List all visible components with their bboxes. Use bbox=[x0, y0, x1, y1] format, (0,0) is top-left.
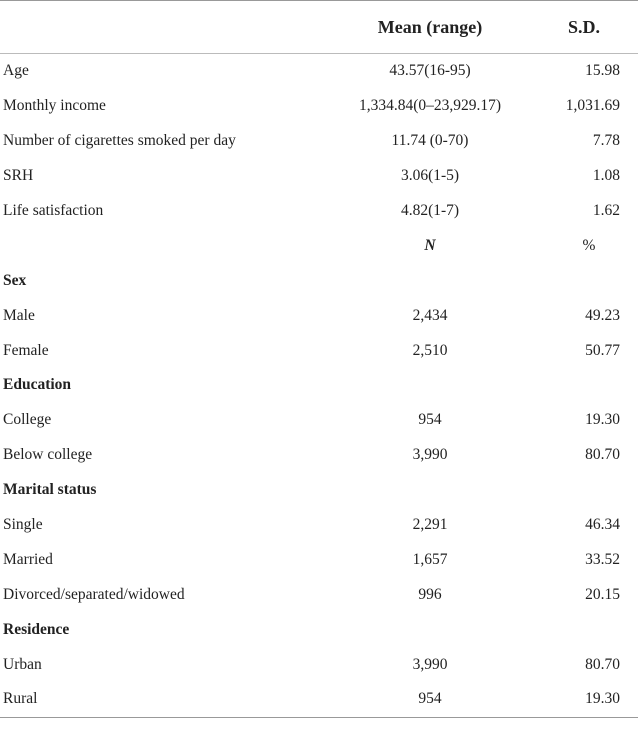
header-mean-range: Mean (range) bbox=[330, 1, 530, 54]
percent-value: 50.77 bbox=[585, 341, 620, 359]
row-label: Below college bbox=[3, 446, 93, 464]
empty-cell bbox=[330, 263, 530, 298]
empty-cell bbox=[530, 263, 638, 298]
n-value: 2,434 bbox=[412, 306, 448, 324]
mean-range-value: 43.57(16-95) bbox=[389, 62, 471, 80]
table-row bbox=[0, 54, 638, 89]
empty-cell bbox=[530, 473, 638, 508]
table-row bbox=[0, 542, 638, 577]
table-row bbox=[0, 333, 638, 368]
section-title-education: Education bbox=[3, 376, 72, 394]
section-title-residence: Residence bbox=[3, 620, 70, 638]
percent-value: 19.30 bbox=[585, 411, 620, 429]
subheader-row bbox=[0, 228, 638, 263]
header-variable bbox=[0, 1, 330, 54]
percent-value: 19.30 bbox=[530, 682, 638, 717]
empty-cell bbox=[330, 612, 530, 647]
mean-range-value: 4.82(1-7) bbox=[400, 202, 460, 219]
percent-value: 49.23 bbox=[585, 306, 620, 324]
row-label: Male bbox=[3, 306, 35, 324]
section-title-marital-status: Marital status bbox=[3, 481, 97, 499]
row-label: Single bbox=[3, 516, 43, 534]
sd-value: 1.08 bbox=[592, 167, 620, 185]
row-label: Age bbox=[3, 62, 29, 80]
subheader-empty bbox=[0, 228, 330, 263]
subheader-n: N bbox=[424, 236, 436, 254]
row-label: Married bbox=[3, 550, 53, 568]
row-label: Divorced/separated/widowed bbox=[3, 585, 185, 603]
n-value: 3,990 bbox=[412, 655, 448, 673]
row-label: Monthly income bbox=[3, 97, 106, 115]
n-value: 954 bbox=[330, 682, 530, 717]
header-sd: S.D. bbox=[530, 1, 638, 54]
sd-value: 15.98 bbox=[585, 62, 620, 80]
row-label: Rural bbox=[0, 682, 330, 717]
sd-value: 7.78 bbox=[592, 132, 620, 150]
n-value: 954 bbox=[418, 411, 442, 429]
table-row bbox=[0, 577, 638, 612]
mean-range-value: 1,334.84(0–23,929.17) bbox=[358, 97, 502, 115]
row-label: Urban bbox=[3, 655, 42, 673]
row-label: Life satisfaction bbox=[3, 202, 104, 219]
section-header-row bbox=[0, 473, 638, 508]
sd-value: 1,031.69 bbox=[565, 97, 620, 115]
mean-range-value: 3.06(1-5) bbox=[400, 167, 460, 185]
n-value: 996 bbox=[418, 585, 442, 603]
row-label: SRH bbox=[3, 167, 34, 185]
empty-cell bbox=[330, 473, 530, 508]
table-row bbox=[0, 89, 638, 124]
table-row bbox=[0, 403, 638, 438]
sd-value: 1.62 bbox=[592, 202, 620, 219]
section-header-row bbox=[0, 368, 638, 403]
empty-cell bbox=[530, 612, 638, 647]
table-row bbox=[0, 438, 638, 473]
section-title-sex: Sex bbox=[3, 271, 27, 289]
section-header-row bbox=[0, 612, 638, 647]
table-row bbox=[0, 508, 638, 543]
table-row bbox=[0, 298, 638, 333]
table-row bbox=[0, 682, 638, 717]
table-header-row bbox=[0, 1, 638, 54]
row-label: College bbox=[3, 411, 52, 429]
empty-cell bbox=[530, 368, 638, 403]
percent-value: 33.52 bbox=[585, 550, 620, 568]
percent-value: 80.70 bbox=[585, 655, 620, 673]
mean-range-value: 11.74 (0-70) bbox=[391, 132, 469, 150]
row-label: Female bbox=[3, 341, 49, 359]
table-row bbox=[0, 647, 638, 682]
row-label: Number of cigarettes smoked per day bbox=[3, 132, 236, 150]
empty-cell bbox=[330, 368, 530, 403]
percent-value: 20.15 bbox=[585, 585, 620, 603]
table-row bbox=[0, 159, 638, 194]
section-header-row bbox=[0, 263, 638, 298]
table-row bbox=[0, 194, 638, 229]
percent-value: 46.34 bbox=[585, 516, 620, 534]
subheader-percent: % bbox=[582, 236, 596, 254]
percent-value: 80.70 bbox=[585, 446, 620, 464]
n-value: 2,291 bbox=[412, 516, 448, 534]
n-value: 3,990 bbox=[412, 446, 448, 464]
table-row bbox=[0, 124, 638, 159]
n-value: 1,657 bbox=[412, 550, 448, 568]
n-value: 2,510 bbox=[412, 341, 448, 359]
